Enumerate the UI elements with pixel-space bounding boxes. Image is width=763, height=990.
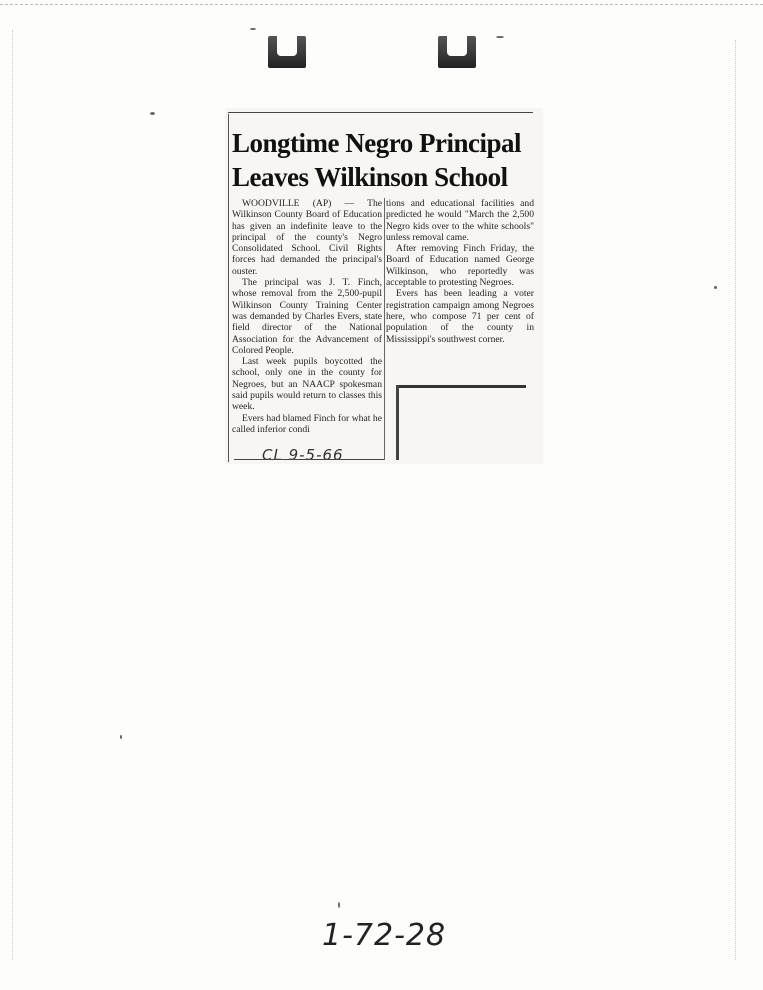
clipping-top-rule — [228, 112, 533, 113]
handwritten-file-number: 1-72-28 — [322, 918, 447, 953]
clipping-left-rule — [228, 114, 229, 462]
article-paragraph: tions and educational facilities and predicted he would "March the 2,500 Negro kids over to the white schools" unless removal came. — [386, 198, 534, 243]
article-paragraph: Evers had blamed Finch for what he called inferior condi — [232, 412, 382, 435]
article-column-left — [232, 198, 382, 435]
article-paragraph: After removing Finch Friday, the Board of Education named George Wilkinson, who reportedly was acceptable to protesting Negroes. — [386, 243, 534, 289]
scan-speck — [120, 735, 122, 739]
article-end-rule-corner — [396, 385, 399, 460]
article-paragraph: Last week pupils boycotted the school, only one in the county for Negroes, but an NAACP spokesman said pupils would return to classes this week. — [232, 356, 382, 413]
headline-line-2: Leaves Wilkinson School — [232, 162, 508, 192]
handwritten-date: CL 9-5-66 — [262, 446, 344, 464]
page-right-edge — [735, 40, 736, 960]
binder-hole-left — [268, 36, 306, 68]
scan-speck — [250, 28, 256, 30]
article-end-rule — [398, 385, 526, 388]
headline — [232, 126, 532, 194]
scan-speck — [496, 36, 504, 38]
page-left-edge — [12, 30, 13, 960]
article-paragraph: The principal was J. T. Finch, whose removal from the 2,500-pupil Wilkinson County Training Center was demanded by Charles Evers, state field director of the National Association for the Advancement of Colored People. — [232, 277, 382, 356]
article-paragraph: WOODVILLE (AP) — The Wilkinson County Board of Education has given an indefinite leave to the principal of the county's Negro Consolidated School. Civil Rights forces had demanded the principal's ouster. — [232, 198, 382, 277]
headline-line-1: Longtime Negro Principal — [232, 128, 521, 158]
page-top-edge — [0, 4, 763, 5]
article-column-right — [386, 198, 534, 345]
article-paragraph: Evers has been leading a voter registration campaign among Negroes here, who compose 71 per cent of population of the county in Mississippi's southwest corner. — [386, 288, 534, 345]
scan-speck — [714, 286, 717, 289]
column-divider — [384, 198, 385, 460]
scan-speck — [338, 902, 340, 908]
date-underline — [234, 459, 384, 460]
scan-speck — [150, 112, 155, 115]
binder-hole-right — [438, 36, 476, 68]
